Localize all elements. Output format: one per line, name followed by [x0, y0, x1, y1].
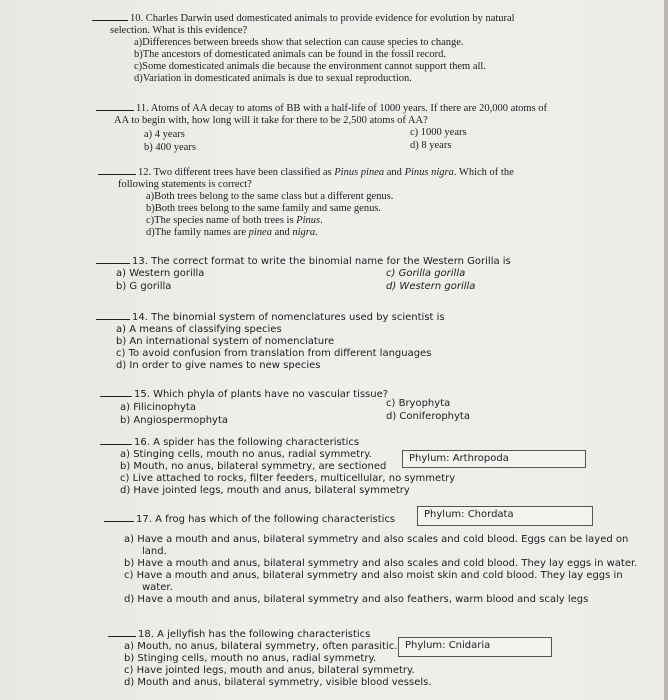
q13-option-a: a) Western gorilla: [116, 268, 205, 279]
q17-option-b: b) Have a mouth and anus, bilateral symmetry and also scales and cold blood. They lay eggs in water.: [124, 558, 638, 569]
q12-d-name-2: nigra: [292, 227, 316, 238]
q16-phylum-answer-box[interactable]: Phylum: Arthropoda: [402, 450, 586, 468]
q12-stem-post: . Which of the: [453, 167, 514, 178]
q13-option-d: d) Western gorilla: [386, 281, 476, 292]
q12-option-d: [98, 227, 514, 239]
q17-options: [124, 534, 637, 606]
q12-species-2: Pinus nigra: [404, 167, 454, 178]
question-11: [96, 102, 547, 127]
q12-c-genus: Pinus: [296, 215, 321, 226]
q10-option-a: a)Differences between breeds show that selection can cause species to change.: [134, 37, 464, 48]
q17-stem: 17. A frog has which of the following characteristics: [136, 514, 396, 525]
q18-option-d: d) Mouth and anus, bilateral symmetry, visible blood vessels.: [124, 677, 432, 688]
answer-blank[interactable]: [100, 436, 132, 445]
q17-option-c-line2: water.: [142, 582, 173, 593]
question-12: [98, 166, 514, 239]
q18-option-a: a) Mouth, no anus, bilateral symmetry, often parasitic.: [124, 641, 398, 652]
q13-stem: 13. The correct format to write the binomial name for the Western Gorilla is: [132, 256, 511, 267]
q15-option-b: b) Angiospermophyta: [120, 415, 229, 426]
q14-stem: 14. The binomial system of nomenclatures used by scientist is: [132, 312, 445, 323]
question-13: [96, 255, 511, 268]
q10-option-b: b)The ancestors of domesticated animals can be found in the fossil record.: [134, 49, 446, 60]
q10-stem-line1: 10. Charles Darwin used domesticated animals to provide evidence for evolution by natural: [130, 13, 515, 24]
q13-option-c: c) Gorilla gorilla: [386, 268, 466, 279]
q12-stem-mid: and: [384, 167, 405, 178]
answer-blank[interactable]: [100, 388, 132, 397]
answer-blank[interactable]: [98, 166, 136, 175]
q16-option-d: d) Have jointed legs, mouth and anus, bilateral symmetry: [120, 485, 410, 496]
q11-option-d: d) 8 years: [410, 140, 452, 151]
answer-blank[interactable]: [96, 311, 130, 320]
q16-stem: 16. A spider has the following characteristics: [134, 437, 360, 448]
answer-blank[interactable]: [96, 255, 130, 264]
q12-species-1: Pinus pinea: [334, 167, 385, 178]
q14-option-b: b) An international system of nomenclature: [116, 336, 335, 347]
q12-stem-pre: 12. Two different trees have been classified as: [138, 167, 335, 178]
q16-option-c: c) Live attached to rocks, filter feeders, multicellular, no symmetry: [120, 473, 456, 484]
q15-option-c: c) Bryophyta: [386, 398, 451, 409]
q18-option-c: c) Have jointed legs, mouth and anus, bilateral symmetry.: [124, 665, 415, 676]
q12-c-post: .: [320, 215, 323, 226]
q15-option-d: d) Coniferophyta: [386, 411, 470, 422]
question-14: [96, 311, 445, 372]
q12-d-name-1: pinea: [248, 227, 272, 238]
q10-option-d: d)Variation in domesticated animals is due to sexual reproduction.: [134, 73, 412, 84]
q12-option-b: b)Both trees belong to the same family and same genus.: [146, 203, 382, 214]
q18-stem: 18. A jellyfish has the following characteristics: [138, 629, 371, 640]
q12-c-pre: c)The species name of both trees is: [146, 215, 297, 226]
answer-blank[interactable]: [92, 12, 128, 21]
q12-d-pre: d)The family names are: [146, 227, 249, 238]
answer-blank[interactable]: [104, 513, 134, 522]
q17-phylum-answer-box[interactable]: Phylum: Chordata: [417, 506, 593, 526]
q12-d-post: .: [315, 227, 318, 238]
answer-blank[interactable]: [96, 102, 134, 111]
q12-option-a: a)Both trees belong to the same class but a different genus.: [146, 191, 394, 202]
q16-option-a: a) Stinging cells, mouth no anus, radial symmetry.: [120, 449, 372, 460]
q12-option-c: [98, 215, 514, 227]
q18-phylum-answer-box[interactable]: Phylum: Cnidaria: [398, 637, 552, 657]
q16-option-b: b) Mouth, no anus, bilateral symmetry, are sectioned: [120, 461, 387, 472]
q14-option-c: c) To avoid confusion from translation from different languages: [116, 348, 432, 359]
page-edge: [664, 0, 668, 700]
q17-option-c-line1: c) Have a mouth and anus, bilateral symmetry and also moist skin and cold blood. They lay eggs in: [124, 570, 623, 581]
q14-option-d: d) In order to give names to new species: [116, 360, 321, 371]
q11-option-b: b) 400 years: [144, 142, 196, 153]
q11-stem-line2: AA to begin with, how long will it take for there to be 2,500 atoms of AA?: [114, 115, 428, 126]
q13-option-b: b) G gorilla: [116, 281, 172, 292]
question-18: [108, 628, 432, 689]
q18-option-b: b) Stinging cells, mouth no anus, radial symmetry.: [124, 653, 377, 664]
q17-option-a-line1: a) Have a mouth and anus, bilateral symmetry and also scales and cold blood. Eggs can be layed on: [124, 534, 629, 545]
q11-stem-line1: 11. Atoms of AA decay to atoms of BB with a half-life of 1000 years. If there are 20,000 atoms of: [136, 103, 548, 114]
q11-option-a: a) 4 years: [144, 129, 185, 140]
q15-stem: 15. Which phyla of plants have no vascular tissue?: [134, 389, 389, 400]
q12-stem-line2: following statements is correct?: [118, 179, 252, 190]
q14-option-a: a) A means of classifying species: [116, 324, 282, 335]
q17-option-d: d) Have a mouth and anus, bilateral symmetry and also feathers, warm blood and scaly legs: [124, 594, 589, 605]
q17-option-a-line2: land.: [142, 546, 167, 557]
q10-stem-line2: selection. What is this evidence?: [110, 25, 248, 36]
q10-option-c: c)Some domesticated animals die because the environment cannot support them all.: [134, 61, 486, 72]
question-10: [92, 12, 515, 85]
question-15: [100, 388, 388, 401]
q12-d-mid: and: [271, 227, 293, 238]
q11-option-c: c) 1000 years: [410, 127, 467, 138]
q15-option-a: a) Filicinophyta: [120, 402, 196, 413]
answer-blank[interactable]: [108, 628, 136, 637]
question-17: [104, 513, 395, 526]
